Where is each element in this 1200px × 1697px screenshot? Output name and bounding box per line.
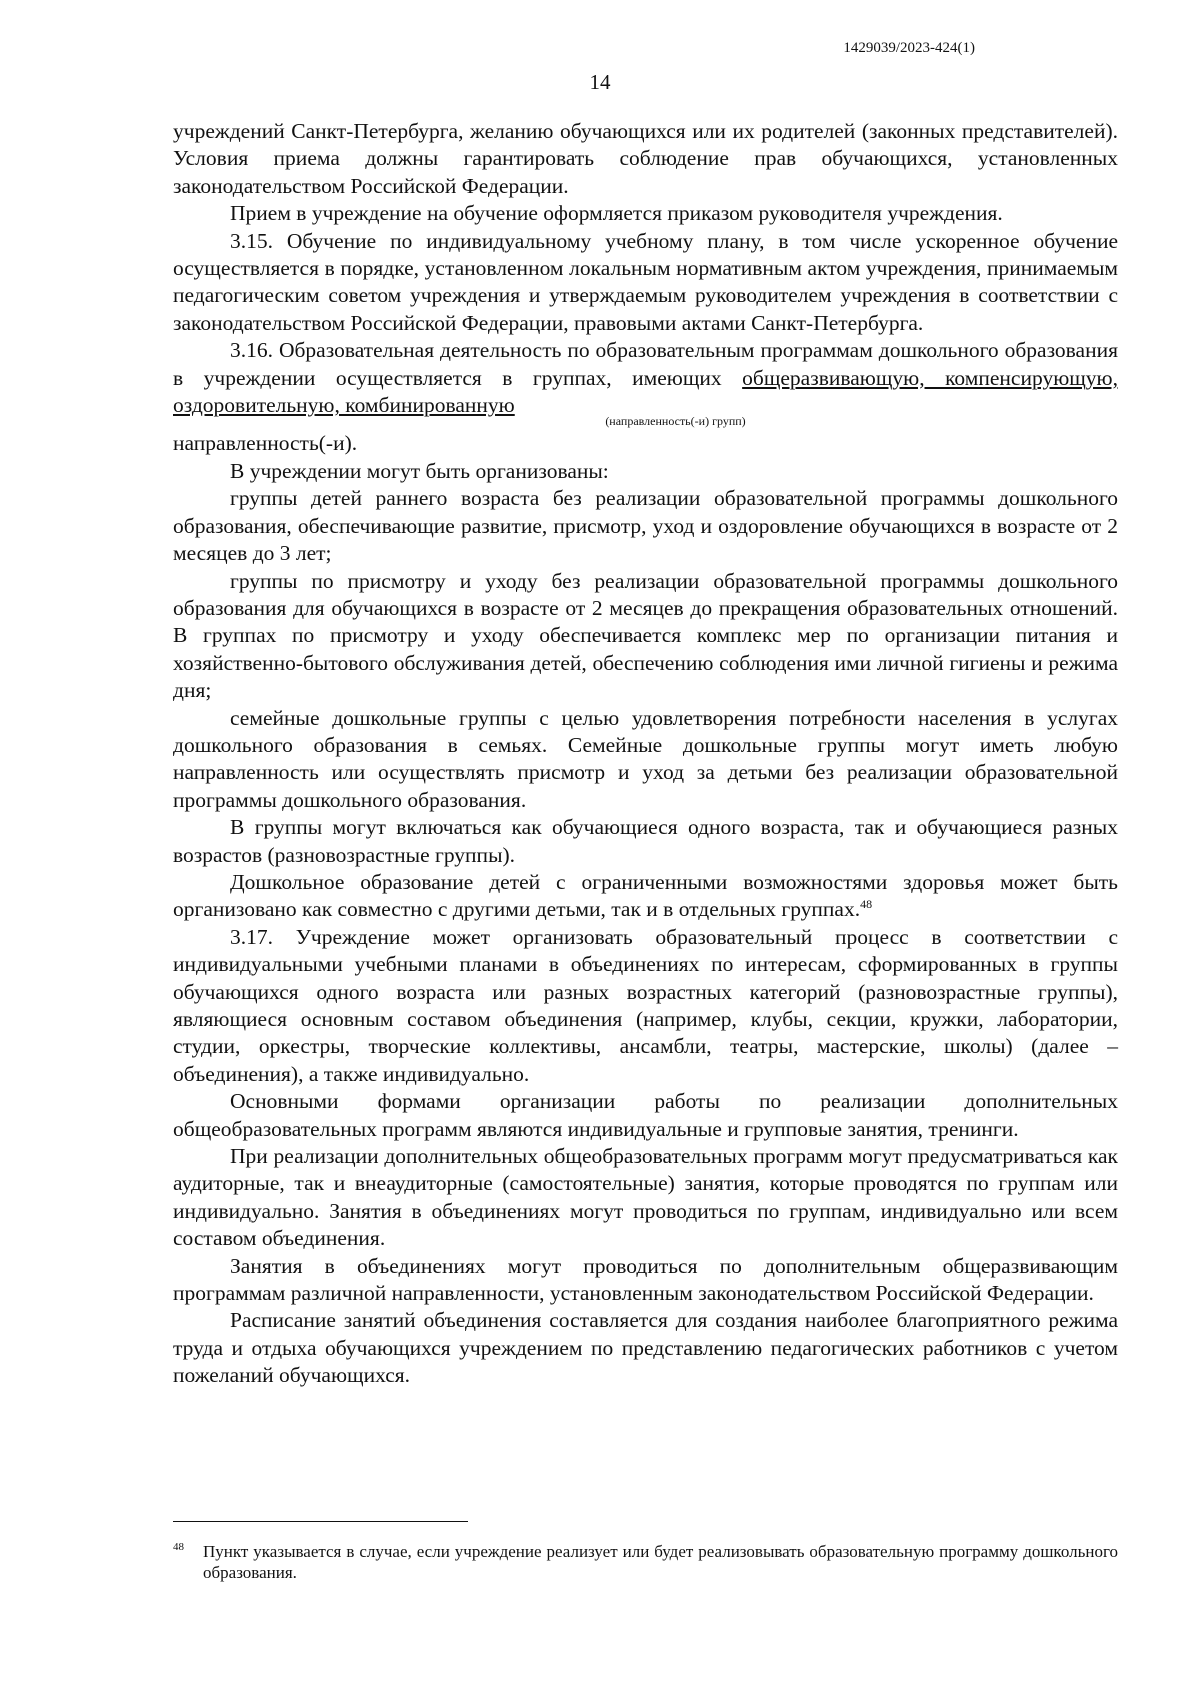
- paragraph: Занятия в объединениях могут проводиться по дополнительным общеразвивающим программам различной направленности, установленным законодательством Российской Федерации.: [173, 1253, 1118, 1306]
- paragraph: В учреждении могут быть организованы:: [230, 458, 609, 483]
- paragraph: [173, 337, 1118, 419]
- paragraph-text: 3.16. Образовательная деятельность по образовательным программам дошкольного образования в учреждении осуществляется в группах, имеющих: [173, 338, 1118, 390]
- paragraph: Прием в учреждение на обучение оформляется приказом руководителя учреждения.: [230, 201, 1003, 226]
- footnote-text: Пункт указывается в случае, если учреждение реализует или будет реализовывать образовательную программу дошкольного образования.: [203, 1542, 1118, 1582]
- paragraph: В группы могут включаться как обучающиеся одного возраста, так и обучающиеся разных возрастов (разновозрастные группы).: [173, 815, 1118, 867]
- paragraph-text: Дошкольное образование детей с ограниченными возможностями здоровья может быть организовано как совместно с другими детьми, так и в отдельных группах.: [173, 869, 1118, 922]
- document-number: 1429039/2023-424(1): [843, 40, 975, 56]
- paragraph: 3.15. Обучение по индивидуальному учебному плану, в том числе ускоренное обучение осуществляется в порядке, установленном локальным нормативным актом учреждения, принимаемым педагогическим советом учреждения и утверждаемым руководителем учреждения в соответствии с законодательством Российской Федерации, правовыми актами Санкт-Петербурга.: [173, 228, 1118, 335]
- page-number: 14: [589, 70, 611, 94]
- paragraph: 3.17. Учреждение может организовать образовательный процесс в соответствии с индивидуальными учебными планами в объединениях по интересам, сформированных в группы обучающихся одного возраста или разных возрастных категорий (разновозрастные группы), являющиеся основным составом объединения (например, клубы, секции, кружки, лаборатории, студии, оркестры, творческие коллективы, ансамбли, театры, мастерские, школы) (далее – объединения), а также индивидуально.: [173, 924, 1118, 1086]
- fill-in-caption: (направленность(-и) групп): [605, 414, 746, 429]
- document-body: [173, 118, 1118, 1390]
- paragraph: [173, 869, 1118, 924]
- paragraph: Основными формами организации работы по реализации дополнительных общеобразовательных программ являются индивидуальные и групповые занятия, тренинги.: [173, 1089, 1118, 1141]
- underlined-fill-in: общеразвивающую, компенсирующую, оздоровительную, комбинированную: [173, 365, 1118, 418]
- footnote-reference[interactable]: 48: [860, 897, 873, 912]
- paragraph: учреждений Санкт-Петербурга, желанию обучающихся или их родителей (законных представителей). Условия приема должны гарантировать соблюдение прав обучающихся, установленных законодательством Российской Федерации.: [173, 119, 1118, 198]
- paragraph: группы детей раннего возраста без реализации образовательной программы дошкольного образования, обеспечивающие развитие, присмотр, уход и оздоровление обучающихся в возрасте от 2 месяцев до 3 лет;: [173, 486, 1118, 566]
- footnote-separator: [173, 1521, 468, 1522]
- paragraph: группы по присмотру и уходу без реализации образовательной программы дошкольного образования для обучающихся в возрасте от 2 месяцев до прекращения образовательных отношений. В группах по присмотру и уходу обеспечивается комплекс мер по организации питания и хозяйственно-бытового обслуживания детей, обеспечению соблюдения ими личной гигиены и режима дня;: [173, 568, 1118, 703]
- paragraph: направленность(-и).: [173, 431, 358, 456]
- paragraph: При реализации дополнительных общеобразовательных программ могут предусматриваться как аудиторные, так и внеаудиторные (самостоятельные) занятия, которые проводятся по группам или индивидуально. Занятия в объединениях могут проводиться по группам, индивидуально или всем составом объединения.: [173, 1144, 1118, 1251]
- paragraph: семейные дошкольные группы с целью удовлетворения потребности населения в услугах дошкольного образования в семьях. Семейные дошкольные группы могут иметь любую направленность или осуществлять присмотр и уход за детьми без реализации образовательной программы дошкольного образования.: [173, 705, 1118, 812]
- paragraph: Расписание занятий объединения составляется для создания наиболее благоприятного режима труда и отдыха обучающихся учреждением по представлению педагогических работников с учетом пожеланий обучающихся.: [173, 1308, 1118, 1388]
- footnote: [173, 1541, 1118, 1583]
- footnote-mark: 48: [173, 1541, 184, 1553]
